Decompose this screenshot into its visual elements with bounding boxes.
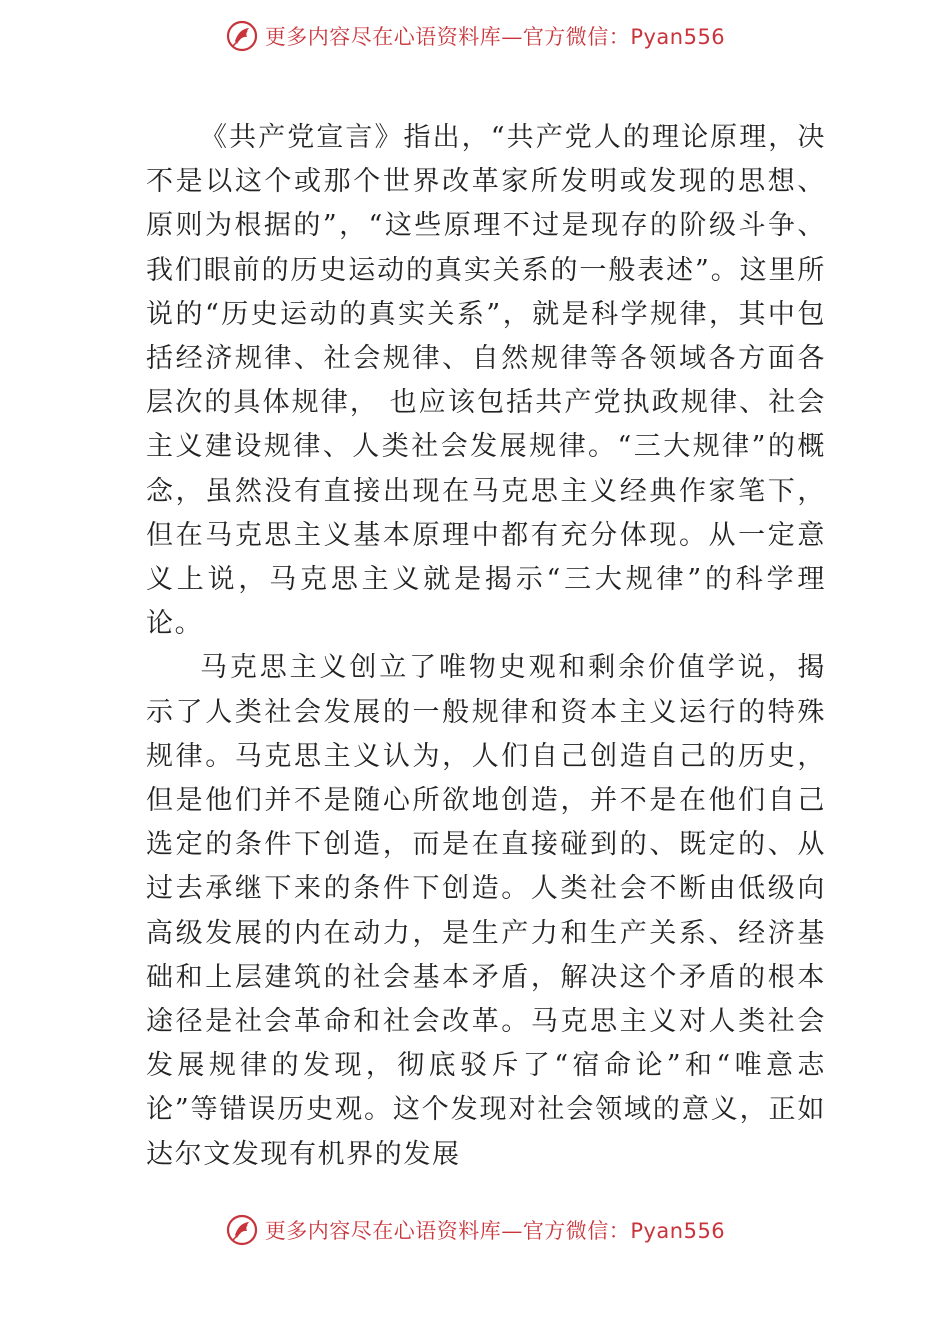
- paragraph-2: 马克思主义创立了唯物史观和剩余价值学说，揭示了人类社会发展的一般规律和资本主义运行的特殊规律。马克思主义认为，人们自己创造自己的历史，但是他们并不是随心所欲地创造，并不是在他们自己选定的条件下创造，而是在直接碰到的、既定的、从过去承继下来的条件下创造。人类社会不断由低级向高级发展的内在动力，是生产力和生产关系、经济基础和上层建筑的社会基本矛盾，解决这个矛盾的根本途径是社会革命和社会改革。马克思主义对人类社会发展规律的发现，彻底驳斥了“宿命论”和“唯意志论”等错误历史观。这个发现对社会领域的意义，正如达尔文发现有机界的发展: [146, 652, 826, 1170]
- header-banner: [0, 14, 950, 58]
- footer-wechat-id: Pyan556: [630, 1219, 726, 1243]
- document-body: [146, 116, 826, 1177]
- paragraph-1: 《共产党宣言》指出，“共产党人的理论原理，决不是以这个或那个世界改革家所发明或发现的思想、原则为根据的”，“这些原理不过是现存的阶级斗争、我们眼前的历史运动的真实关系的一般表述”。这里所说的“历史运动的真实关系”，就是科学规律，其中包括经济规律、社会规律、自然规律等各领域各方面各层次的具体规律， 也应该包括共产党执政规律、社会主义建设规律、人类社会发展规律。“三大规律”的概念，虽然没有直接出现在马克思主义经典作家笔下，但在马克思主义基本原理中都有充分体现。从一定意义上说，马克思主义就是揭示“三大规律”的科学理论。: [146, 122, 826, 640]
- header-wechat-label: 官方微信：: [522, 25, 631, 49]
- footer-banner: [0, 1208, 950, 1252]
- footer-slogan-text: [265, 1215, 725, 1245]
- brand-logo-icon: [225, 19, 259, 53]
- footer-wechat-label: 官方微信：: [522, 1219, 631, 1243]
- brand-logo-icon: [225, 1213, 259, 1247]
- header-slogan-text: [265, 21, 725, 51]
- footer-separator: —: [501, 1219, 523, 1243]
- header-wechat-id: Pyan556: [630, 25, 726, 49]
- header-separator: —: [501, 25, 523, 49]
- header-slogan: 更多内容尽在心语资料库: [264, 25, 502, 49]
- footer-slogan: 更多内容尽在心语资料库: [264, 1219, 502, 1243]
